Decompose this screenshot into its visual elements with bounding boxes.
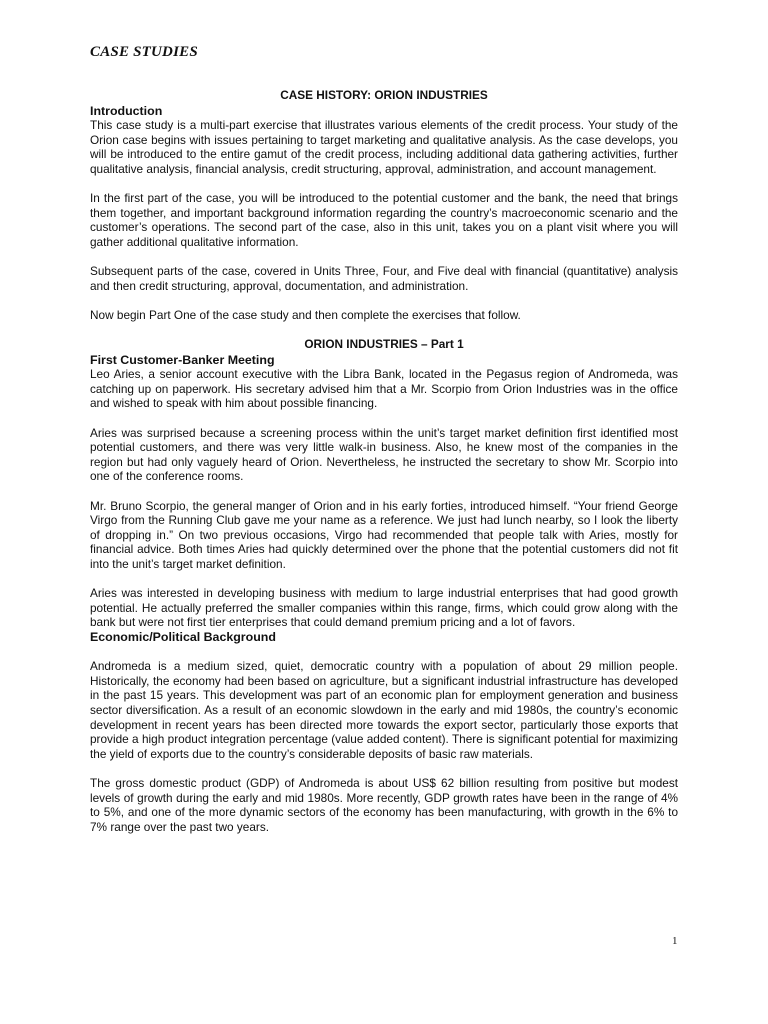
case-title: CASE HISTORY: ORION INDUSTRIES	[280, 88, 488, 102]
economic-paragraph-1: Andromeda is a medium sized, quiet, democratic country with a population of about 29 million people. Historically, the economy had been based on agriculture, but a significant industrial infrastructure has developed in the past 15 years. This development was part of an economic plan for employment generation and business sector diversification. As a result of an economic slowdown in the early and mid 1980s, the country’s economic development in recent years has been directed more towards the export sector, particularly those exports that provide a high product integration percentage (value added content). There is significant potential for maximizing the yield of exports due to the country’s considerable deposits of basic raw materials.	[90, 659, 678, 761]
meeting-paragraph-2: Aries was surprised because a screening process within the unit’s target market definition first identified most potential customers, and there was very little walk-in business. Also, he knew most of the companies in the region but had only vaguely heard of Orion. Nevertheless, he instructed the secretary to show Mr. Scorpio into one of the conference rooms.	[90, 425, 678, 484]
meeting-heading: First Customer-Banker Meeting	[90, 352, 275, 367]
economic-paragraph-2: The gross domestic product (GDP) of Andromeda is about US$ 62 billion resulting from positive but modest levels of growth during the early and mid 1980s. More recently, GDP growth rates have been in the range of 4% to 5%, and one of the more dynamic sectors of the economy has been manufacturing, with growth in the 6% to 7% range over the past two years.	[90, 775, 678, 834]
meeting-paragraph-4: Aries was interested in developing business with medium to large industrial enterprises that had good growth potential. He actually preferred the smaller companies within this range, firms, which could grow along with the bank but were not first tier enterprises that could demand premium pricing and a lot of favors.	[90, 586, 678, 630]
document-body	[90, 88, 678, 849]
meeting-paragraph-3: Mr. Bruno Scorpio, the general manger of Orion and in his early forties, introduced himself. “Your friend George Virgo from the Running Club gave me your name as a reference. We just had lunch nearby, so I look the liberty of dropping in.” On two previous occasions, Virgo had recommended that people talk with Aries, mostly for financial advice. Both times Aries had quickly determined over the phone that the potential customers did not fit into the unit’s target market definition.	[90, 498, 678, 571]
introduction-paragraph-2: In the first part of the case, you will be introduced to the potential customer and the bank, the need that brings them together, and important background information regarding the country’s macroeconomic scenario and the customer’s operations. The second part of the case, also in this unit, takes you on a plant visit where you will gather additional qualitative information.	[90, 191, 678, 249]
introduction-paragraph-4: Now begin Part One of the case study and then complete the exercises that follow.	[90, 307, 521, 322]
introduction-paragraph-1: This case study is a multi-part exercise that illustrates various elements of the credit process. Your study of the Orion case begins with issues pertaining to target marketing and qualitative analysis. As the case develops, you will be introduced to the entire gamut of the credit process, including additional data gathering activities, further qualitative analysis, financial analysis, credit structuring, approval, administration, and account management.	[90, 118, 678, 176]
introduction-heading: Introduction	[90, 103, 163, 118]
part-title: ORION INDUSTRIES – Part 1	[304, 337, 464, 352]
introduction-paragraph-3: Subsequent parts of the case, covered in Units Three, Four, and Five deal with financial (quantitative) analysis and then credit structuring, approval, documentation, and administration.	[90, 264, 678, 293]
running-head: CASE STUDIES	[90, 44, 198, 60]
section-spacer	[90, 645, 678, 660]
economic-heading: Economic/Political Background	[90, 629, 276, 644]
page-number: 1	[672, 935, 678, 947]
meeting-paragraph-1: Leo Aries, a senior account executive with the Libra Bank, located in the Pegasus region of Andromeda, was catching up on paperwork. His secretary advised him that a Mr. Scorpio from Orion Industries was in the office and wished to speak with him about possible financing.	[90, 367, 678, 411]
